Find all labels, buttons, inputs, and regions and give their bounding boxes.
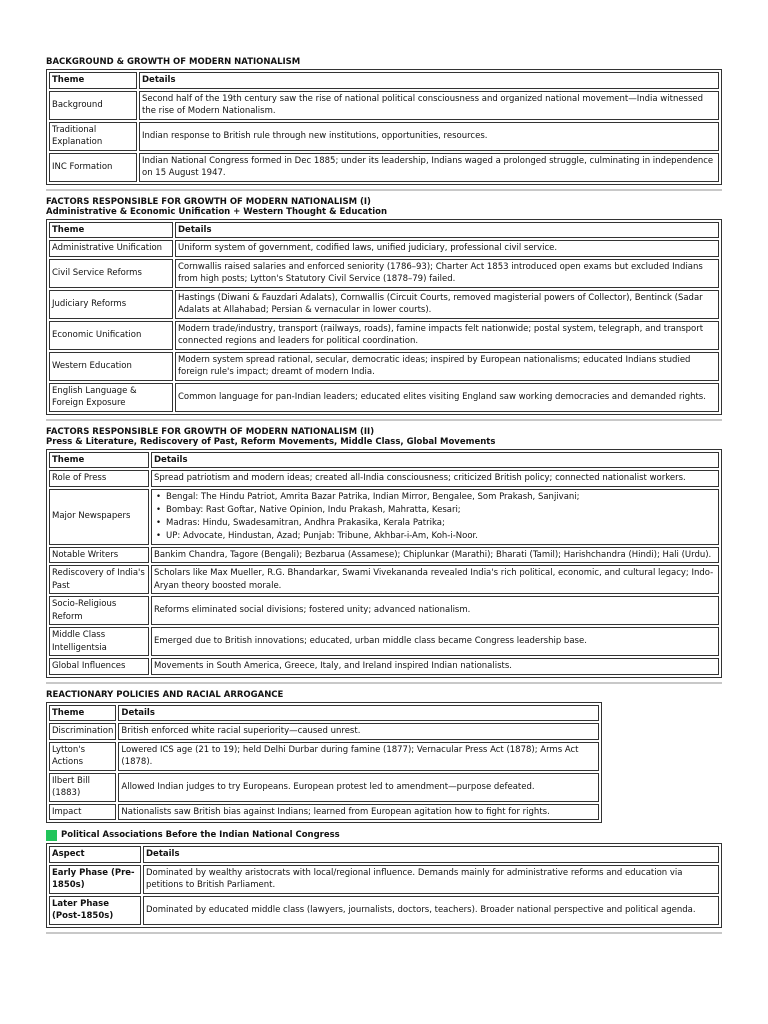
table-header-row	[49, 72, 719, 89]
details-cell: Movements in South America, Greece, Italy, and Ireland inspired Indian nationalists.	[151, 658, 719, 675]
theme-cell: Traditional Explanation	[49, 122, 137, 151]
table-row	[49, 896, 719, 925]
details-cell: Second half of the 19th century saw the rise of national political consciousness and organized national movement—India witnessed the rise of Modern Nationalism.	[139, 91, 719, 120]
theme-cell: Discrimination	[49, 723, 116, 740]
theme-cell: Economic Unification	[49, 321, 173, 350]
section-subtitle-factors-1: Administrative & Economic Unification + Western Thought & Education	[46, 206, 388, 217]
header-cell: Details	[118, 705, 599, 722]
table-row	[49, 565, 719, 594]
reactionary-table	[46, 702, 602, 824]
table-row	[49, 153, 719, 182]
theme-cell: Ilbert Bill (1883)	[49, 773, 116, 802]
table-row	[49, 240, 719, 257]
section-title-text: Political Associations Before the Indian National Congress	[61, 830, 340, 840]
theme-cell: Socio-Religious Reform	[49, 596, 149, 625]
table-row	[49, 470, 719, 487]
factors-2-table	[46, 449, 722, 678]
newspaper-list	[154, 491, 716, 543]
table-row	[49, 627, 719, 656]
details-cell: Bankim Chandra, Tagore (Bengali); Bezbarua (Assamese); Chiplunkar (Marathi); Bharati (Tamil); Harishchandra (Hindi); Hali (Urdu).	[151, 547, 719, 564]
details-cell	[151, 489, 719, 545]
details-cell: Lowered ICS age (21 to 19); held Delhi Durbar during famine (1877); Vernacular Press Act (1878); Arms Act (1878).	[118, 742, 599, 771]
table-row	[49, 773, 599, 802]
theme-cell: Lytton's Actions	[49, 742, 116, 771]
section-title-reactionary: REACTIONARY POLICIES AND RACIAL ARROGANCE	[46, 689, 284, 700]
theme-cell: INC Formation	[49, 153, 137, 182]
details-cell: Allowed Indian judges to try Europeans. European protest led to amendment—purpose defeated.	[118, 773, 599, 802]
header-cell: Details	[151, 452, 719, 469]
political-associations-table	[46, 843, 722, 928]
section-divider	[46, 189, 722, 191]
theme-cell: Rediscovery of India's Past	[49, 565, 149, 594]
list-item: • UP: Advocate, Hindustan, Azad; Punjab: Tribune, Akhbar-i-Am, Koh-i-Noor.	[154, 530, 716, 543]
table-header-row	[49, 705, 599, 722]
section-divider	[46, 932, 722, 934]
section-title-background: BACKGROUND & GROWTH OF MODERN NATIONALISM	[46, 57, 301, 67]
table-row	[49, 865, 719, 894]
table-row	[49, 596, 719, 625]
table-row	[49, 321, 719, 350]
section-title-factors-1: FACTORS RESPONSIBLE FOR GROWTH OF MODERN NATIONALISM (I)	[46, 196, 371, 207]
table-row	[49, 91, 719, 120]
table-row	[49, 804, 599, 821]
table-header-row	[49, 452, 719, 469]
theme-cell: Impact	[49, 804, 116, 821]
details-cell: Reforms eliminated social divisions; fostered unity; advanced nationalism.	[151, 596, 719, 625]
list-item: • Bengal: The Hindu Patriot, Amrita Bazar Patrika, Indian Mirror, Bengalee, Som Prakash, Sanjivani;	[154, 491, 716, 504]
theme-cell: Global Influences	[49, 658, 149, 675]
section-divider	[46, 419, 722, 421]
details-cell: Indian response to British rule through new institutions, opportunities, resources.	[139, 122, 719, 151]
details-cell: British enforced white racial superiority—caused unrest.	[118, 723, 599, 740]
details-cell: Scholars like Max Mueller, R.G. Bhandarkar, Swami Vivekananda revealed India's rich political, economic, and cultural legacy; Indo-Aryan theory boosted morale.	[151, 565, 719, 594]
theme-cell: Judiciary Reforms	[49, 290, 173, 319]
header-cell: Details	[143, 846, 719, 863]
table-row	[49, 742, 599, 771]
theme-cell: Western Education	[49, 352, 173, 381]
theme-cell: Role of Press	[49, 470, 149, 487]
table-row	[49, 547, 719, 564]
details-cell: Common language for pan-Indian leaders; educated elites visiting England saw working democracies and demanded rights.	[175, 383, 719, 412]
theme-cell: Middle Class Intelligentsia	[49, 627, 149, 656]
details-cell: Spread patriotism and modern ideas; created all-India consciousness; criticized British policy; connected nationalist workers.	[151, 470, 719, 487]
list-item: • Madras: Hindu, Swadesamitran, Andhra Prakasika, Kerala Patrika;	[154, 517, 716, 530]
details-cell: Indian National Congress formed in Dec 1885; under its leadership, Indians waged a prolonged struggle, culminating in independence on 15 August 1947.	[139, 153, 719, 182]
theme-cell: Background	[49, 91, 137, 120]
table-row	[49, 122, 719, 151]
header-cell: Details	[175, 222, 719, 239]
aspect-cell: Later Phase (Post-1850s)	[49, 896, 141, 925]
factors-1-table	[46, 219, 722, 415]
details-cell: Uniform system of government, codified laws, unified judiciary, professional civil service.	[175, 240, 719, 257]
details-cell: Modern system spread rational, secular, democratic ideas; inspired by European nationalisms; educated Indians studied foreign rule's impact; dreamt of modern India.	[175, 352, 719, 381]
header-cell: Theme	[49, 72, 137, 89]
table-header-row	[49, 846, 719, 863]
details-cell: Emerged due to British innovations; educated, urban middle class became Congress leadership base.	[151, 627, 719, 656]
section-divider	[46, 682, 722, 684]
document-page	[46, 57, 722, 940]
details-cell: Modern trade/industry, transport (railways, roads), famine impacts felt nationwide; postal system, telegraph, and transport connected regions and leaders for political coordination.	[175, 321, 719, 350]
table-row	[49, 352, 719, 381]
theme-cell: Civil Service Reforms	[49, 259, 173, 288]
section-subtitle-factors-2: Press & Literature, Rediscovery of Past, Reform Movements, Middle Class, Global Movements	[46, 436, 496, 447]
theme-cell: English Language & Foreign Exposure	[49, 383, 173, 412]
table-row	[49, 658, 719, 675]
theme-cell: Notable Writers	[49, 547, 149, 564]
table-row	[49, 489, 719, 545]
header-cell: Theme	[49, 452, 149, 469]
header-cell: Details	[139, 72, 719, 89]
section-title-political-associations	[46, 829, 722, 841]
background-table	[46, 69, 722, 185]
green-square-icon	[46, 830, 57, 841]
details-cell: Cornwallis raised salaries and enforced seniority (1786–93); Charter Act 1853 introduced open exams but excluded Indians from high posts; Lytton's Statutory Civil Service (1878–79) failed.	[175, 259, 719, 288]
table-row	[49, 723, 599, 740]
theme-cell: Major Newspapers	[49, 489, 149, 545]
header-cell: Theme	[49, 705, 116, 722]
list-item: • Bombay: Rast Goftar, Native Opinion, Indu Prakash, Mahratta, Kesari;	[154, 504, 716, 517]
section-title-factors-2: FACTORS RESPONSIBLE FOR GROWTH OF MODERN NATIONALISM (II)	[46, 426, 375, 437]
details-cell: Hastings (Diwani & Fauzdari Adalats), Cornwallis (Circuit Courts, removed magisterial powers of Collector), Bentinck (Sadar Adalats at Allahabad; Persian & vernacular in lower courts).	[175, 290, 719, 319]
table-row	[49, 290, 719, 319]
header-cell: Theme	[49, 222, 173, 239]
table-row	[49, 259, 719, 288]
theme-cell: Administrative Unification	[49, 240, 173, 257]
details-cell: Dominated by wealthy aristocrats with local/regional influence. Demands mainly for administrative reforms and education via petitions to British Parliament.	[143, 865, 719, 894]
table-row	[49, 383, 719, 412]
table-header-row	[49, 222, 719, 239]
header-cell: Aspect	[49, 846, 141, 863]
details-cell: Nationalists saw British bias against Indians; learned from European agitation how to fight for rights.	[118, 804, 599, 821]
details-cell: Dominated by educated middle class (lawyers, journalists, doctors, teachers). Broader national perspective and political agenda.	[143, 896, 719, 925]
aspect-cell: Early Phase (Pre-1850s)	[49, 865, 141, 894]
